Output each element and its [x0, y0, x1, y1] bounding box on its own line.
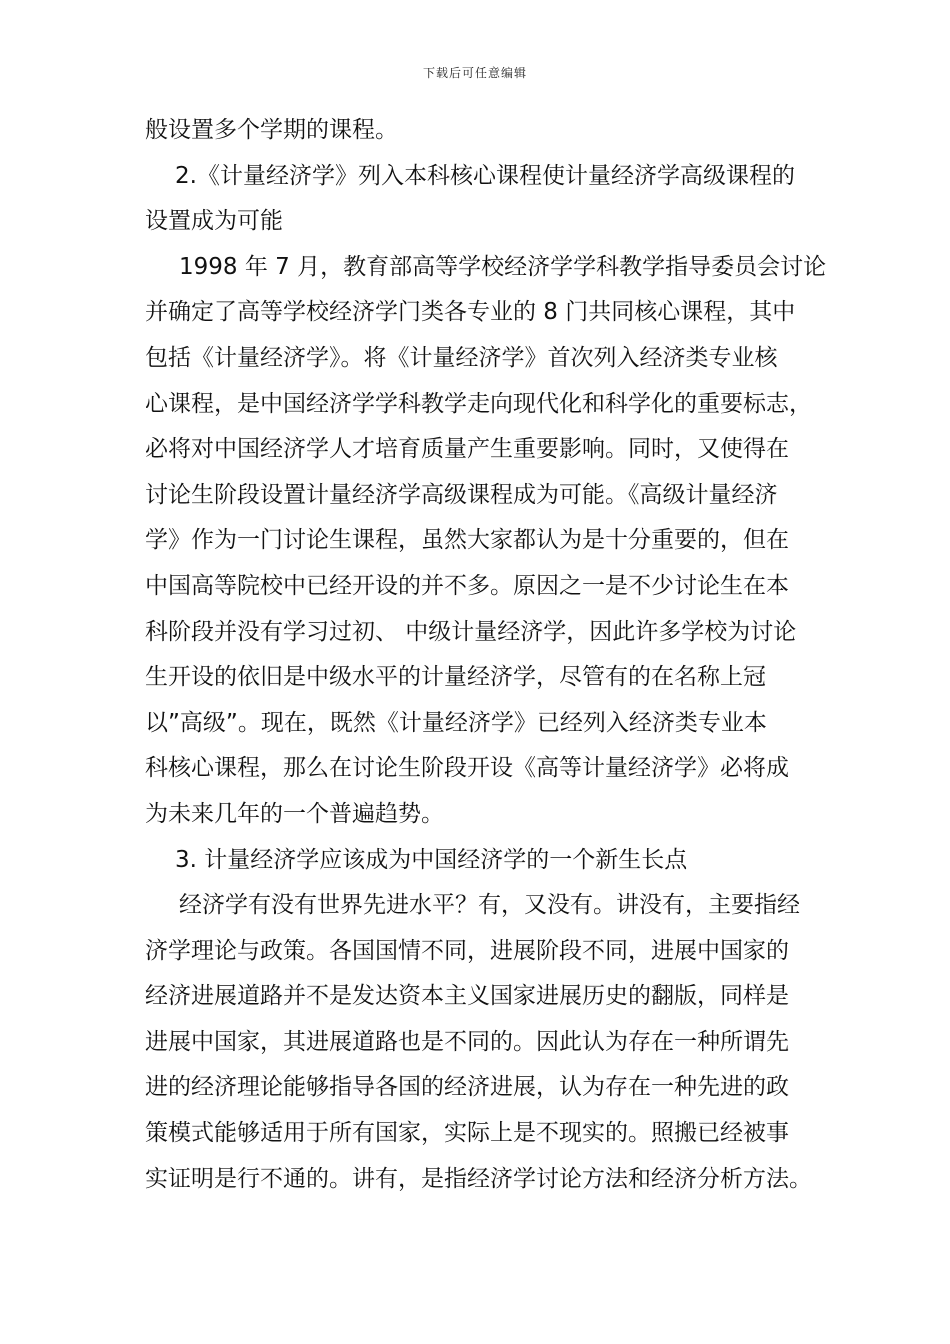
- text-line: 为未来几年的一个普遍趋势。: [145, 800, 444, 827]
- text-line: 经济学有没有世界先进水平？有，又没有。讲没有，主要指经: [179, 892, 800, 919]
- text-line: 经济进展道路并不是发达资本主义国家进展历史的翻版，同样是: [145, 983, 789, 1010]
- page-header: 下载后可任意编辑: [422, 66, 527, 80]
- text-line: 科阶段并没有学习过初、 中级计量经济学，因此许多学校为讨论: [145, 618, 797, 645]
- section-heading-continued: 设置成为可能: [145, 208, 283, 235]
- text-line: 1998 年 7 月，教育部高等学校经济学学科教学指导委员会讨论: [179, 253, 827, 280]
- text-line: 并确定了高等学校经济学门类各专业的 8 门共同核心课程，其中: [145, 299, 796, 326]
- text-line: 济学理论与政策。各国国情不同，进展阶段不同，进展中国家的: [145, 937, 789, 964]
- text-line: 实证明是行不通的。讲有，是指经济学讨论方法和经济分析方法。: [145, 1165, 812, 1192]
- text-line: 以”高级”。现在，既然《计量经济学》已经列入经济类专业本: [145, 709, 767, 736]
- text-line: 进的经济理论能够指导各国的经济进展，认为存在一种先进的政: [145, 1074, 789, 1101]
- text-line: 策模式能够适用于所有国家，实际上是不现实的。照搬已经被事: [145, 1120, 789, 1147]
- text-line: 科核心课程，那么在讨论生阶段开设《高等计量经济学》必将成: [145, 755, 789, 782]
- text-line: 讨论生阶段设置计量经济学高级课程成为可能。《高级计量经济: [145, 481, 778, 508]
- text-line: 生开设的依旧是中级水平的计量经济学，尽管有的在名称上冠: [145, 664, 766, 691]
- section-heading: 2.《计量经济学》列入本科核心课程使计量经济学高级课程的: [175, 162, 795, 189]
- body-text: [145, 108, 825, 1202]
- text-line: 必将对中国经济学人才培育质量产生重要影响。同时，又使得在: [145, 436, 789, 463]
- text-line: 学》作为一门讨论生课程，虽然大家都认为是十分重要的，但在: [145, 527, 789, 554]
- text-line: 进展中国家，其进展道路也是不同的。因此认为存在一种所谓先: [145, 1028, 789, 1055]
- section-heading: 3. 计量经济学应该成为中国经济学的一个新生长点: [175, 846, 688, 873]
- text-line: 中国高等院校中已经开设的并不多。原因之一是不少讨论生在本: [145, 572, 789, 599]
- text-line: 心课程，是中国经济学学科教学走向现代化和科学化的重要标志，: [145, 390, 812, 417]
- text-line: 般设置多个学期的课程。: [145, 117, 398, 143]
- text-line: 包括《计量经济学》。将《计量经济学》首次列入经济类专业核: [145, 344, 778, 371]
